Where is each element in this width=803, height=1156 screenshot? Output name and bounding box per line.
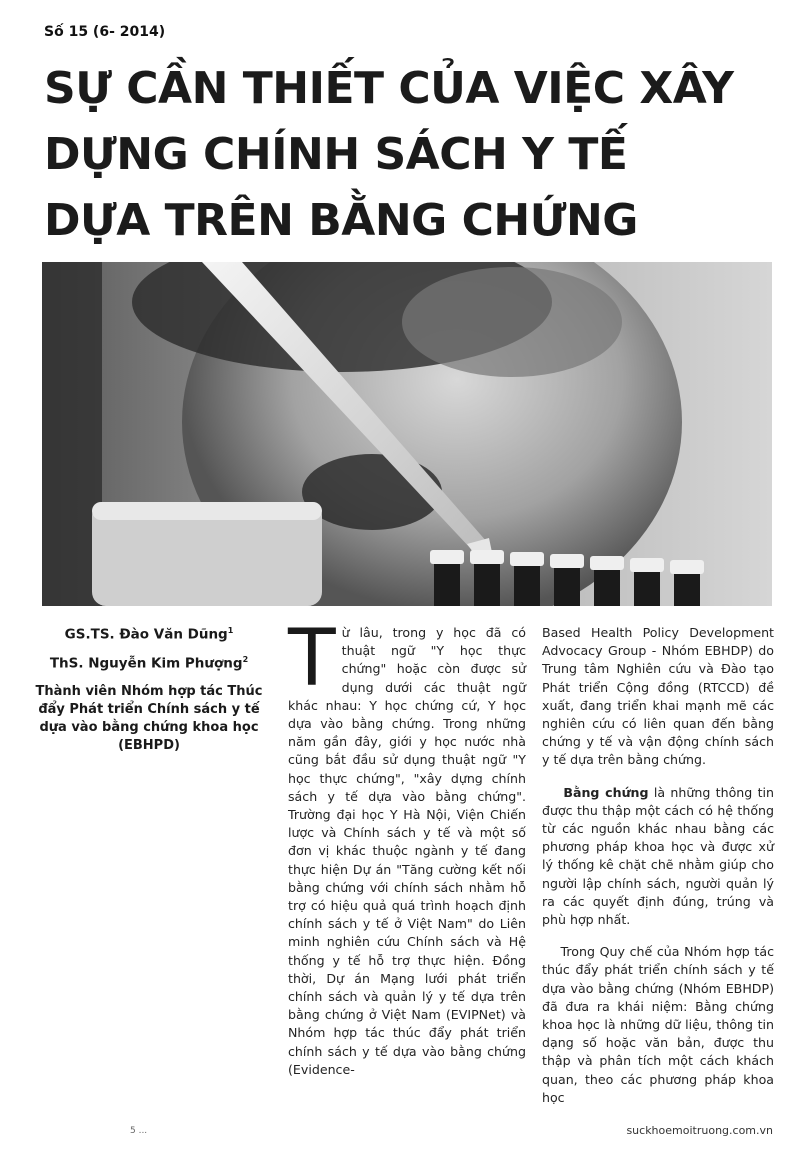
author-2 (30, 655, 268, 672)
paragraph-evidence-text: là những thông tin được thu thập một cách có hệ thống từ các nguồn khác nhau bằng các phương pháp khoa học và được xử lý thống kê chặt chẽ nhằm giúp cho người lập chính sách, người quản lý ra các quyết định đúng, trúng và phù hợp nhất. (542, 784, 775, 928)
drop-cap: T (288, 614, 336, 704)
title-line-1: SỰ CẦN THIẾT CỦA VIỆC XÂY (44, 63, 734, 114)
title-line-2: DỰNG CHÍNH SÁCH Y TẾ (44, 129, 628, 180)
author-affiliation: Thành viên Nhóm hợp tác Thúc đẩy Phát triển Chính sách y tế dựa vào bằng chứng khoa học (EBHPD) (35, 684, 263, 753)
article-column-3 (542, 624, 774, 1121)
article-title (44, 56, 784, 254)
footer-website: suckhoemoitruong.com.vn (626, 1124, 773, 1137)
paragraph-intro (288, 614, 526, 1079)
term-bang-chung: Bằng chứng (563, 784, 649, 800)
paragraph-intro-text: ừ lâu, trong y học đã có thuật ngữ "Y học thực chứng" hoặc còn được sử dụng dưới các thuật ngữ khác nhau: Y học chứng cứ, Y học dựa vào bằng chứng. Trong những năm gần đây, giới y học nước nhà cũng bắt đầu sử dụng thuật ngữ "Y học thực chứng", "xây dựng chính sách y tế dựa vào bằng chứng". Trường đại học Y Hà Nội, Viện Chiến lược và Chính sách y tế và một số đơn vị khác thuộc ngành y tế đang thực hiện Dự án "Tăng cường kết nối bằng chứng với chính sách nhằm hỗ trợ có hiệu quả quá trình hoạch định chính sách y tế ở Việt Nam" do Liên minh nghiên cứu Chính sách và Hệ thống y tế hỗ trợ thực hiện. Đồng thời, Dự án Mạng lưới phát triển chính sách và quản lý y tế dựa trên bằng chứng ở Việt Nam (EVIPNet) và Nhóm hợp tác thúc đẩy phát triển chính sách y tế dựa vào bằng chứng (Evidence- (288, 625, 526, 1077)
paragraph-evidence-definition (542, 784, 774, 930)
issue-number: Số 15 (6- 2014) (44, 24, 166, 40)
author-1-name: GS.TS. Đào Văn Dũng (64, 626, 228, 643)
footer-mark: 5 ... (130, 1126, 148, 1136)
paragraph-2: Based Health Policy Development Advocacy Group - Nhóm EBHDP) do Trung tâm Nghiên cứu và Đào tạo Phát triển Cộng đồng (RTCCD) đề xuất, đang triển khai mạnh mẽ các nghiên cứu có liên quan đến bằng chứng y tế và vận động chính sách y tế dựa trên bằng chứng. (542, 625, 774, 768)
article-column-2 (288, 614, 526, 1093)
author-1-footnote-mark: 1 (227, 626, 234, 635)
lab-photo (42, 262, 772, 606)
author-2-name: ThS. Nguyễn Kim Phượng (49, 655, 243, 671)
paragraph-4-text: Trong Quy chế của Nhóm hợp tác thúc đẩy phát triển chính sách y tế dựa vào bằng chứng (Nhóm EBHDP) đã đưa ra khái niệm: Bằng chứng khoa học là những dữ liệu, thông tin dạng số hoặc văn bản, được thu thập và phân tích một cách khách quan, theo các phương pháp khoa học (542, 944, 775, 1105)
author-1 (30, 626, 268, 643)
title-line-3: DỰA TRÊN BẰNG CHỨNG (44, 195, 638, 246)
author-2-footnote-mark: 2 (242, 654, 249, 664)
author-byline (30, 626, 268, 755)
paragraph-4 (542, 943, 774, 1107)
